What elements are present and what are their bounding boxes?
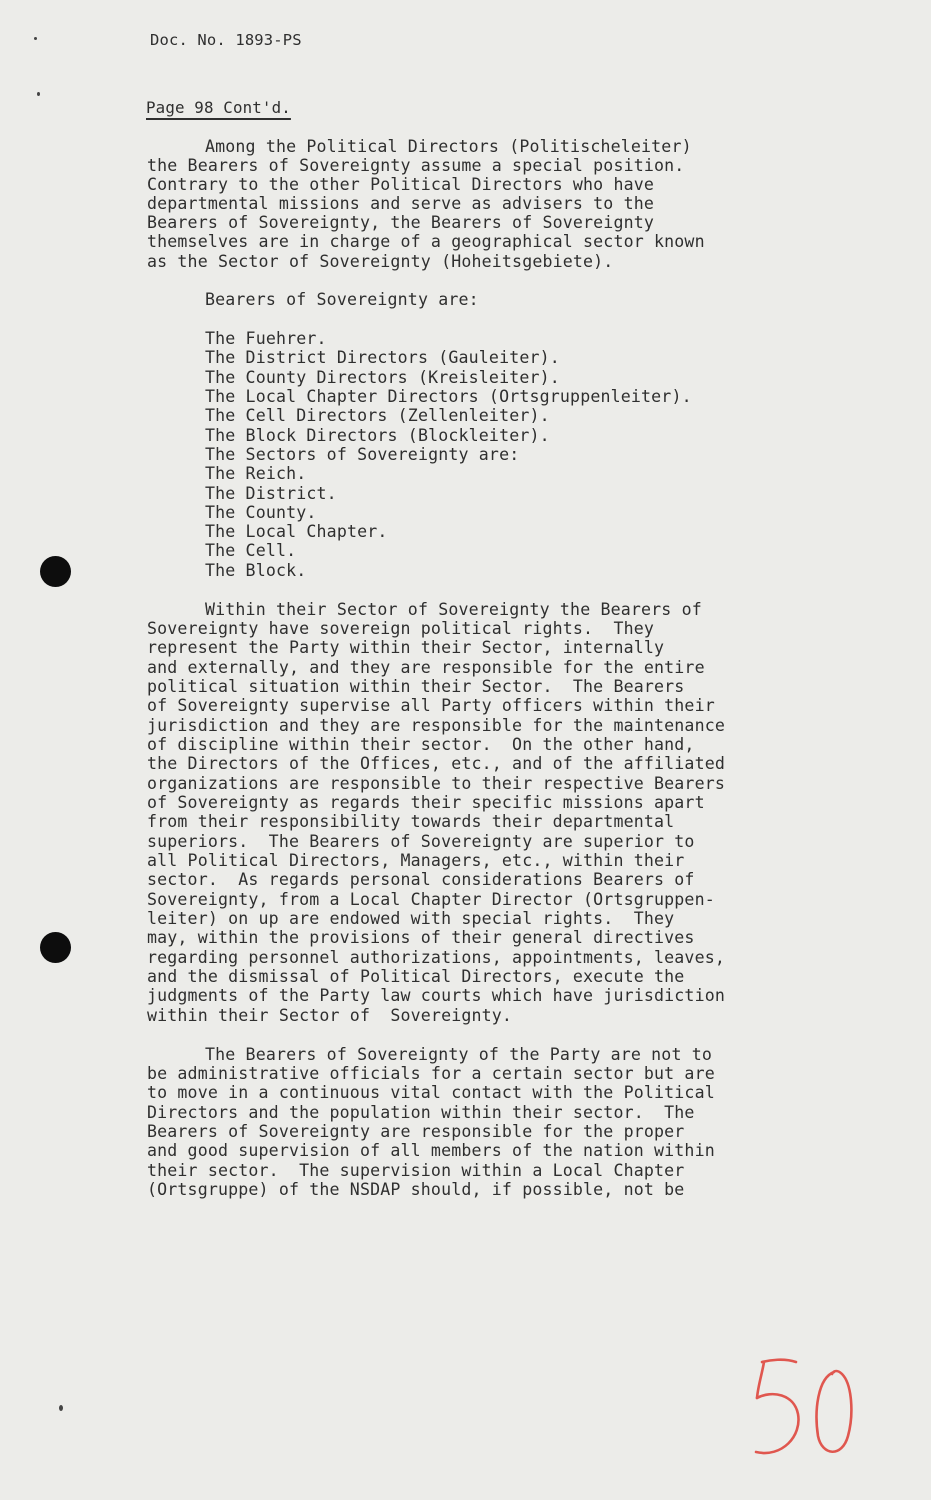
paragraph-3-line: to move in a continuous vital contact with the Political: [147, 1083, 715, 1102]
paragraph-3-line: and good supervision of all members of the nation within: [147, 1141, 715, 1160]
paragraph-2-line: sector. As regards personal considerations Bearers of: [147, 870, 695, 889]
paragraph-2-line: of discipline within their sector. On the other hand,: [147, 735, 695, 754]
paragraph-2-line: of Sovereignty supervise all Party officers within their: [147, 696, 715, 715]
paragraph-1-line: Contrary to the other Political Directors who have: [147, 175, 655, 194]
list-item: The Cell Directors (Zellenleiter).: [205, 406, 550, 425]
paragraph-3-line: their sector. The supervision within a Local Chapter: [147, 1161, 685, 1180]
paragraph-2-line: jurisdiction and they are responsible for the maintenance: [147, 716, 725, 735]
list-item: The Cell.: [205, 541, 297, 560]
list-item: The County.: [205, 503, 317, 522]
handwritten-page-number: [738, 1348, 868, 1468]
paragraph-2-line: of Sovereignty as regards their specific missions apart: [147, 793, 705, 812]
page-heading: Page 98 Cont'd.: [146, 98, 291, 117]
punch-hole: [40, 556, 71, 587]
paragraph-1-line: as the Sector of Sovereignty (Hoheitsgebiete).: [147, 252, 614, 271]
paragraph-2-line: political situation within their Sector. The Bearers: [147, 677, 685, 696]
paragraph-2-line: organizations are responsible to their respective Bearers: [147, 774, 725, 793]
paragraph-2-line: Sovereignty have sovereign political rights. They: [147, 619, 655, 638]
paragraph-1-line: themselves are in charge of a geographical sector known: [147, 232, 705, 251]
paragraph-3-line: Directors and the population within their sector. The: [147, 1103, 695, 1122]
paragraph-3-line: Bearers of Sovereignty are responsible for the proper: [147, 1122, 685, 1141]
paragraph-2-line: regarding personnel authorizations, appointments, leaves,: [147, 948, 725, 967]
paragraph-2-line: may, within the provisions of their general directives: [147, 928, 695, 947]
list-item: The Local Chapter Directors (Ortsgruppenleiter).: [205, 387, 692, 406]
paragraph-2-line: and the dismissal of Political Directors, execute the: [147, 967, 685, 986]
page-number-drawing: [738, 1348, 868, 1468]
paragraph-2-line: judgments of the Party law courts which have jurisdiction: [147, 986, 725, 1005]
list-item: The Reich.: [205, 464, 307, 483]
paragraph-2-line: represent the Party within their Sector, internally: [147, 638, 665, 657]
paragraph-2-line: the Directors of the Offices, etc., and of the affiliated: [147, 754, 725, 773]
paper-speck: [34, 37, 37, 40]
paragraph-2-line: leiter) on up are endowed with special rights. They: [147, 909, 675, 928]
list-item: The Block Directors (Blockleiter).: [205, 426, 550, 445]
list-item: The District.: [205, 484, 337, 503]
list-item: The Block.: [205, 561, 307, 580]
paragraph-2-line: Within their Sector of Sovereignty the Bearers of: [205, 600, 702, 619]
paper-speck: [37, 92, 40, 96]
paragraph-1-line: Among the Political Directors (Politischeleiter): [205, 137, 692, 156]
paragraph-2-line: within their Sector of Sovereignty.: [147, 1006, 513, 1025]
list-item: The District Directors (Gauleiter).: [205, 348, 560, 367]
bearers-intro: Bearers of Sovereignty are:: [205, 290, 479, 309]
paragraph-3-line: The Bearers of Sovereignty of the Party are not to: [205, 1045, 713, 1064]
paragraph-3-line: (Ortsgruppe) of the NSDAP should, if possible, not be: [147, 1180, 685, 1199]
paragraph-2-line: from their responsibility towards their departmental: [147, 812, 675, 831]
paragraph-1-line: departmental missions and serve as advisers to the: [147, 194, 655, 213]
paper-speck: [59, 1405, 63, 1411]
list-item: The Local Chapter.: [205, 522, 388, 541]
list-item: The Fuehrer.: [205, 329, 327, 348]
paragraph-2-line: Sovereignty, from a Local Chapter Director (Ortsgruppen-: [147, 890, 715, 909]
document-number: Doc. No. 1893-PS: [150, 31, 302, 49]
list-item: The County Directors (Kreisleiter).: [205, 368, 560, 387]
paragraph-1-line: the Bearers of Sovereignty assume a special position.: [147, 156, 685, 175]
paragraph-2-line: and externally, and they are responsible for the entire: [147, 658, 705, 677]
paragraph-3-line: be administrative officials for a certain sector but are: [147, 1064, 715, 1083]
punch-hole: [40, 932, 71, 963]
paragraph-2-line: all Political Directors, Managers, etc., within their: [147, 851, 685, 870]
paragraph-1-line: Bearers of Sovereignty, the Bearers of Sovereignty: [147, 213, 655, 232]
paragraph-2-line: superiors. The Bearers of Sovereignty are superior to: [147, 832, 695, 851]
list-item: The Sectors of Sovereignty are:: [205, 445, 520, 464]
